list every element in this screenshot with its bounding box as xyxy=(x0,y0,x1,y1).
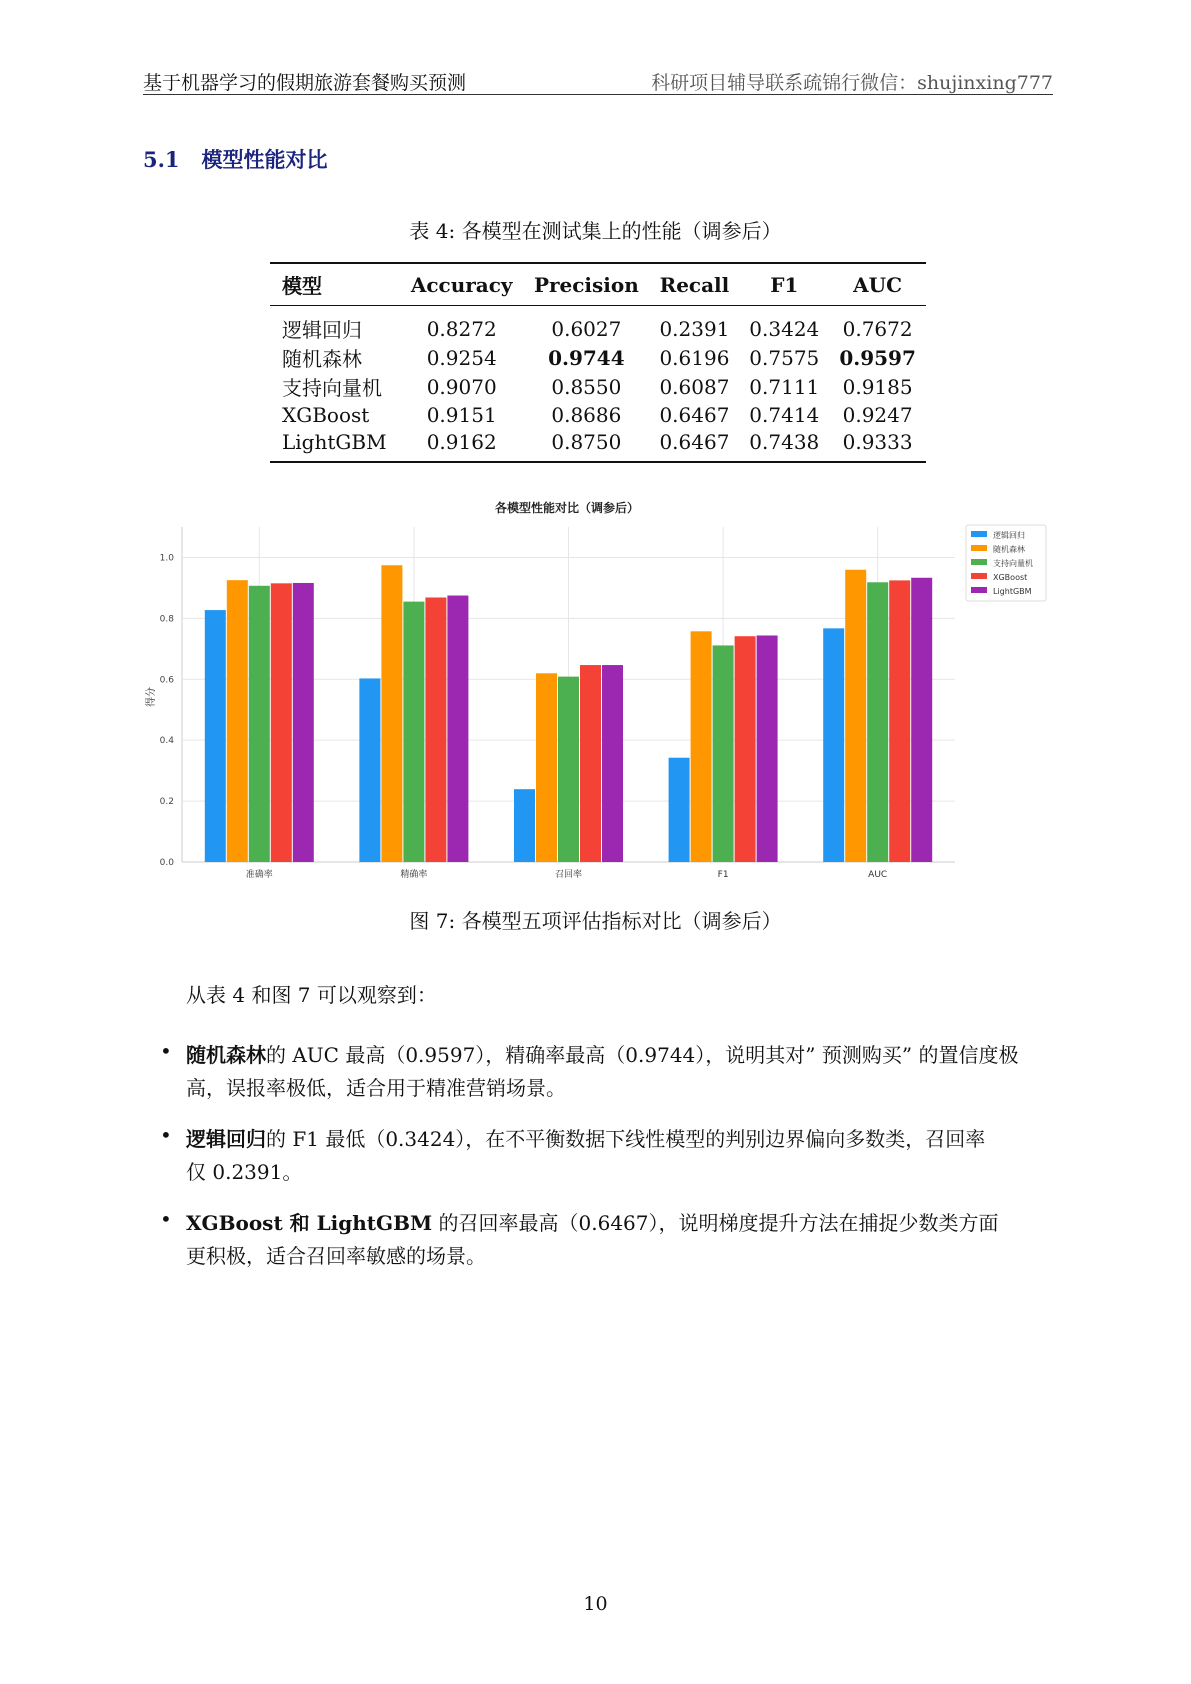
bar xyxy=(911,578,932,862)
table-cell: 0.9070 xyxy=(426,374,497,399)
bullet-item-2 xyxy=(186,1123,1054,1189)
bullet-text: 更积极，适合召回率敏感的场景。 xyxy=(186,1244,486,1268)
table-caption: 表 4: 各模型在测试集上的性能（调参后） xyxy=(409,219,782,243)
x-tick-label: 召回率 xyxy=(554,870,583,880)
table-header-cell: F1 xyxy=(770,272,799,297)
section-heading xyxy=(143,144,328,174)
table-header-cell: 模型 xyxy=(282,274,322,298)
bar xyxy=(536,673,557,862)
chart-y-axis-label: 得分 xyxy=(146,687,157,707)
table-cell: 0.7672 xyxy=(842,316,913,341)
table-cell: 0.9151 xyxy=(426,402,497,427)
table-cell-best: 0.9744 xyxy=(548,345,625,370)
y-tick-label: 0.0 xyxy=(159,858,174,868)
y-tick-label: 0.2 xyxy=(159,797,174,808)
bar xyxy=(735,636,756,862)
x-tick-label: F1 xyxy=(717,870,729,880)
table-cell: 0.7575 xyxy=(749,345,820,370)
legend-label: 逻辑回归 xyxy=(993,531,1025,540)
x-tick-label: 准确率 xyxy=(245,870,273,880)
table-cell: 逻辑回归 xyxy=(282,318,362,342)
bar xyxy=(867,582,888,862)
table-cell: 0.9254 xyxy=(426,345,497,370)
table-row xyxy=(270,306,926,344)
table-cell: 0.7111 xyxy=(749,374,820,399)
legend-swatch xyxy=(971,531,987,537)
bullet-marker: • xyxy=(160,1039,172,1063)
table-cell: 0.6087 xyxy=(659,374,730,399)
y-tick-label: 0.4 xyxy=(159,736,174,747)
x-tick-label: 精确率 xyxy=(400,870,428,880)
y-tick-label: 0.6 xyxy=(159,675,174,686)
table-cell: 0.6467 xyxy=(659,429,730,454)
table-cell: 0.6196 xyxy=(659,345,730,370)
header-title: 基于机器学习的假期旅游套餐购买预测 xyxy=(143,72,467,94)
bar xyxy=(447,596,468,862)
table-cell: 0.8750 xyxy=(551,429,622,454)
bar xyxy=(293,583,314,862)
table-header-cell: Accuracy xyxy=(410,272,513,297)
legend-swatch xyxy=(971,587,987,593)
bar xyxy=(271,583,292,862)
table-cell: 随机森林 xyxy=(282,347,362,371)
table-cell-best: 0.9597 xyxy=(839,345,916,370)
bar xyxy=(669,758,690,862)
table-cell: 0.9333 xyxy=(842,429,913,454)
chart-title: 各模型性能对比（调参后） xyxy=(494,501,640,515)
table-header-cell: AUC xyxy=(853,272,903,297)
legend-label: LightGBM xyxy=(993,587,1032,596)
y-tick-label: 0.8 xyxy=(159,614,174,625)
table-row xyxy=(270,343,926,372)
bar xyxy=(205,610,226,862)
table-header-row xyxy=(270,263,926,306)
legend-label: XGBoost xyxy=(993,573,1028,582)
section-number: 5.1 xyxy=(143,147,180,172)
page-number: 10 xyxy=(583,1593,608,1615)
table-cell: 0.7438 xyxy=(749,429,820,454)
legend-swatch xyxy=(971,573,987,579)
bar xyxy=(249,586,270,862)
bullet-item-1 xyxy=(186,1039,1054,1105)
bullet-bold-term: XGBoost 和 LightGBM xyxy=(186,1211,433,1235)
figure-caption: 图 7: 各模型五项评估指标对比（调参后） xyxy=(409,909,782,933)
performance-table xyxy=(270,262,926,463)
table-row xyxy=(270,401,926,428)
bar xyxy=(889,580,910,862)
bullet-bold-term: 随机森林 xyxy=(186,1043,266,1067)
bullet-text: 的 AUC 最高（0.9597），精确率最高（0.9744），说明其对” 预测购买” 的置信度极 xyxy=(266,1043,1019,1067)
table-cell: 0.8686 xyxy=(551,402,622,427)
bar xyxy=(425,597,446,862)
intro-paragraph: 从表 4 和图 7 可以观察到： xyxy=(186,983,437,1007)
x-tick-label: AUC xyxy=(868,870,888,880)
table-cell: 0.9247 xyxy=(842,402,913,427)
header-contact: 科研项目辅导联系疏锦行微信：shujinxing777 xyxy=(651,72,1053,94)
bullet-marker: • xyxy=(160,1123,172,1147)
table-row xyxy=(270,428,926,462)
table-cell: 0.2391 xyxy=(659,316,730,341)
table-row xyxy=(270,372,926,401)
bullet-text: 的召回率最高（0.6467），说明梯度提升方法在捕捉少数类方面 xyxy=(432,1211,999,1235)
bar xyxy=(691,631,712,862)
table-cell: 0.6467 xyxy=(659,402,730,427)
bar xyxy=(381,565,402,862)
table-cell: XGBoost xyxy=(282,402,370,427)
bullet-text: 仅 0.2391。 xyxy=(186,1160,303,1184)
legend-swatch xyxy=(971,559,987,565)
model-comparison-chart xyxy=(140,497,1060,889)
legend-swatch xyxy=(971,545,987,551)
bullet-bold-term: 逻辑回归 xyxy=(186,1127,266,1151)
table-cell: 0.7414 xyxy=(749,402,820,427)
bar xyxy=(823,628,844,862)
bar xyxy=(602,665,623,862)
table-cell: 0.3424 xyxy=(749,316,820,341)
section-title: 模型性能对比 xyxy=(201,147,328,172)
table-cell: 0.9185 xyxy=(842,374,913,399)
bullet-item-3 xyxy=(186,1207,1054,1273)
table-cell: 0.6027 xyxy=(551,316,622,341)
bullet-marker: • xyxy=(160,1207,172,1231)
bullet-text: 的 F1 最低（0.3424），在不平衡数据下线性模型的判别边界偏向多数类，召回率 xyxy=(266,1127,986,1151)
bar xyxy=(558,677,579,862)
bar xyxy=(757,635,778,862)
bar xyxy=(514,789,535,862)
bar xyxy=(845,570,866,862)
legend-label: 支持向量机 xyxy=(993,559,1033,568)
table-cell: 0.9162 xyxy=(426,429,497,454)
legend-label: 随机森林 xyxy=(993,545,1025,554)
table-cell: 支持向量机 xyxy=(282,376,382,400)
bar xyxy=(713,645,734,862)
bullet-text: 高，误报率极低，适合用于精准营销场景。 xyxy=(186,1076,566,1100)
bar xyxy=(227,580,248,862)
page-header xyxy=(143,66,1053,95)
bar xyxy=(359,678,380,862)
bar xyxy=(403,602,424,862)
bar xyxy=(580,665,601,862)
table-header-cell: Precision xyxy=(533,272,639,297)
y-tick-label: 1.0 xyxy=(159,553,174,564)
table-cell: 0.8272 xyxy=(426,316,497,341)
table-header-cell: Recall xyxy=(659,272,730,297)
table-cell: 0.8550 xyxy=(551,374,622,399)
table-cell: LightGBM xyxy=(282,429,387,454)
